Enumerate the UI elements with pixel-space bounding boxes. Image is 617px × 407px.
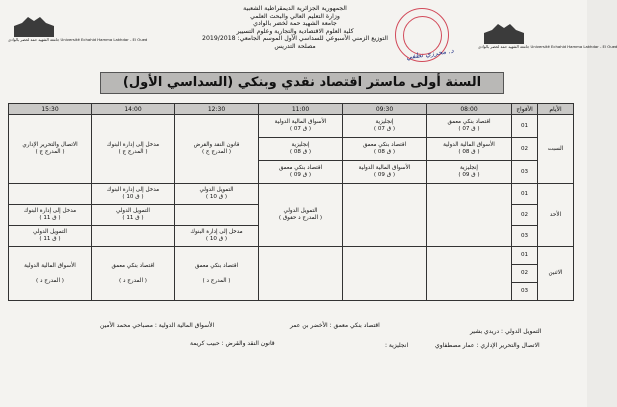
session-cell: مدخل إلى إدارة البنوك ( ق 10 ) [175,226,259,247]
university-building-icon [484,24,524,44]
session-cell: الأسواق المالية الدولية ( ق 08 ) [427,138,512,161]
table-row [9,115,574,138]
session-cell: إنجليزية ( ق 08 ) [259,138,343,161]
group-number: 02 [512,265,538,283]
session-cell: اقتصاد بنكي معمق ( ق 07 ) [427,115,512,138]
group-number: 02 [512,205,538,226]
header-line: كلية العلوم الاقتصادية والتجارية وعلوم التسيير [236,27,354,35]
university-building-icon [14,17,54,37]
group-number: 01 [512,247,538,265]
header-line: مصلحة التدريس [274,42,316,50]
table-header-row [9,104,574,115]
session-cell: الاتصال والتحرير الإداري ( المدرج ج ) [9,115,92,184]
session-cell [92,226,175,247]
session-cell: إنجليزية ( ق 07 ) [343,115,427,138]
logo-caption: جامعة الشهيد حمة لخضر بالوادي Université Echahid Hamma Lakhdar - El Oued [478,44,617,49]
session-cell: مدخل إلى إدارة البنوك ( ق 11 ) [9,205,92,226]
teacher-line: قانون النقد والقرض : حبيب كريمة [190,340,275,347]
session-cell [343,247,427,301]
session-cell: التمويل الدولي ( ق 10 ) [175,184,259,205]
teacher-line: الأسواق المالية الدولية : مصباحي محمد الأمين [100,322,215,329]
session-cell: مدخل إلى إدارة البنوك ( المدرج ج ) [92,115,175,184]
session-cell: التمويل الدولي ( ق 11 ) [92,205,175,226]
session-cell [259,247,343,301]
session-cell [343,184,427,247]
day-sunday: الأحد [538,184,574,247]
session-cell: إنجليزية ( ق 09 ) [427,161,512,184]
day-saturday: السبت [538,115,574,184]
session-cell: اقتصاد بنكي معمق ( ق 09 ) [259,161,343,184]
session-cell: قانون النقد والقرض ( المدرج ج ) [175,115,259,184]
header-line: جامعة الشهيد حمة لخضر بالوادي [253,20,337,28]
schedule-title-banner: السنة أولى ماستر اقتصاد نقدي وبنكي (السداسي الأول) [100,72,504,94]
session-cell: التمويل الدولي ( المدرج د حقوق ) [259,184,343,247]
header-line: وزارة التعليم العالي والبحث العلمي [250,12,340,20]
schedule-table [8,103,574,301]
table-row [9,184,574,205]
session-cell: الأسواق المالية الدولية ( ق 09 ) [343,161,427,184]
time-header: 12:30 [175,104,259,115]
group-number: 03 [512,283,538,301]
session-cell [175,205,259,226]
group-number: 03 [512,161,538,184]
time-header: 09:30 [343,104,427,115]
session-cell: الأسواق المالية الدولية ( ق 07 ) [259,115,343,138]
session-cell: اقتصاد بنكي معمق ( المدرج د ) [92,247,175,301]
time-header: 11:00 [259,104,343,115]
teacher-line: انجليزية : [385,342,409,349]
session-cell [427,184,512,247]
header-line: الجمهورية الجزائرية الديمقراطية الشعبية [243,5,347,12]
signature: د. محرزي نطفي [405,46,455,62]
session-cell [427,247,512,301]
logo-caption: جامعة الشهيد حمة لخضر بالوادي Université Echahid Hamma Lakhdar - El Oued [8,37,148,42]
groups-header: الأفواج [512,104,538,115]
header-line: التوزيع الزمني الأسبوعي للسداسي الأول الموسم الجامعي: 2019/2018 [202,35,388,43]
group-number: 03 [512,226,538,247]
session-cell [9,184,92,205]
group-number: 01 [512,184,538,205]
document-header [175,5,415,51]
teacher-line: اقتصاد بنكي معمق : الأخضر بن عمر [290,322,380,329]
session-cell: الأسواق المالية الدولية ( المدرج د ) [9,247,92,301]
session-cell: اقتصاد بنكي معمق ( المدرج د ) [175,247,259,301]
session-cell: التمويل الدولي ( ق 11 ) [9,226,92,247]
teacher-line: الاتصال والتحرير الإداري : عمار مصطفاوي [435,342,540,349]
time-header: 14:00 [92,104,175,115]
university-logo-right [478,20,617,54]
session-cell: مدخل إلى إدارة البنوك ( ق 10 ) [92,184,175,205]
teacher-line: التمويل الدولي : دريدي بشير [470,328,542,335]
session-cell: اقتصاد بنكي معمق ( ق 08 ) [343,138,427,161]
day-monday: الاثنين [538,247,574,301]
days-header: الأيام [538,104,574,115]
table-row [9,247,574,265]
time-header: 15:30 [9,104,92,115]
group-number: 02 [512,138,538,161]
group-number: 01 [512,115,538,138]
university-logo-left [8,13,148,47]
time-header: 08:00 [427,104,512,115]
